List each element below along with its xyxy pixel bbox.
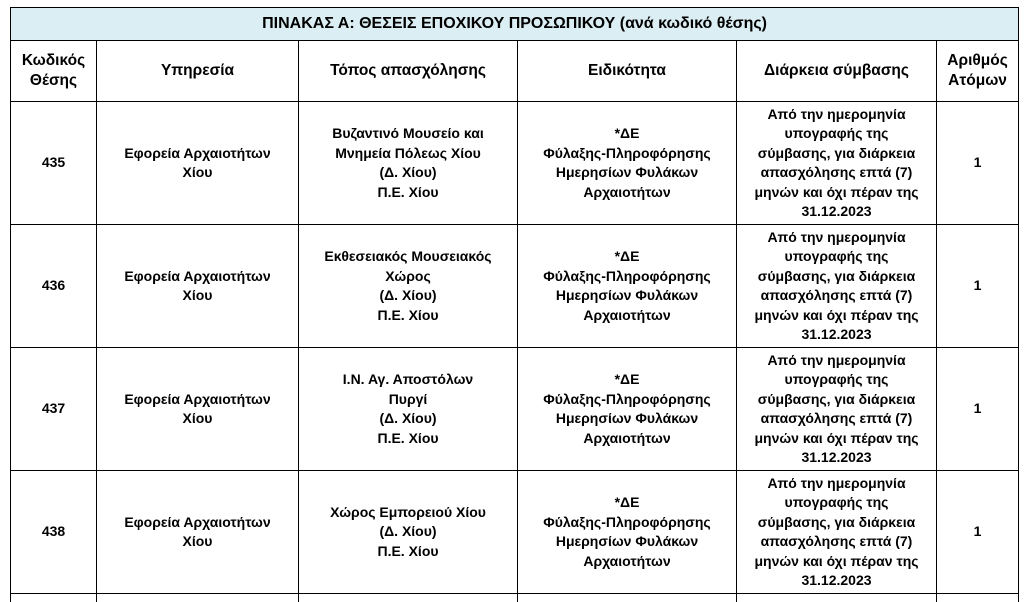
table-row (11, 225, 1019, 348)
cell-line: (Δ. Χίου) (379, 523, 437, 540)
cell-line: Χίου (182, 533, 213, 549)
cell-duration (737, 225, 937, 348)
table-continuation-row (11, 594, 1019, 602)
cell-line: απασχόλησης επτά (7) (760, 533, 913, 549)
empty-cell (737, 594, 937, 602)
cell-line: μηνών και όχι πέραν της (754, 552, 919, 569)
cell-line: Π.Ε. Χίου (377, 542, 439, 559)
cell-line: Φύλαξης-Πληροφόρησης (543, 513, 711, 530)
cell-line: (Δ. Χίου) (379, 287, 437, 303)
header-persons (937, 41, 1019, 102)
cell-line: Φύλαξης-Πληροφόρησης (543, 390, 711, 407)
cell-duration (737, 471, 937, 594)
cell-line: υπογραφής της (784, 371, 889, 387)
cell-position-code: 438 (11, 471, 97, 594)
empty-cell (937, 594, 1019, 602)
cell-line: Εφορεία Αρχαιοτήτων (124, 513, 271, 530)
cell-service (97, 102, 299, 225)
cell-line: Φύλαξης-Πληροφόρησης (543, 267, 711, 284)
cell-line: Χώρος Εμπορειού Χίου (330, 503, 486, 520)
cell-line: Αρχαιοτήτων (583, 306, 671, 323)
cell-line: *ΔΕ (614, 371, 640, 387)
cell-line: Εφορεία Αρχαιοτήτων (124, 144, 271, 161)
cell-specialty (518, 102, 737, 225)
empty-cell (299, 594, 518, 602)
cell-specialty (518, 225, 737, 348)
table-body (11, 102, 1019, 602)
cell-line: Ημερησίων Φυλάκων (555, 533, 699, 549)
cell-line: 31.12.2023 (801, 449, 872, 465)
cell-line: Π.Ε. Χίου (377, 306, 439, 323)
cell-line: υπογραφής της (784, 494, 889, 510)
cell-position-code: 436 (11, 225, 97, 348)
cell-line: Αρχαιοτήτων (583, 552, 671, 569)
header-line: Αριθμός (947, 52, 1008, 69)
cell-line: Μνημεία Πόλεως Χίου (335, 144, 481, 161)
cell-line: Ι.Ν. Αγ. Αποστόλων (342, 371, 474, 387)
cell-line: *ΔΕ (614, 494, 640, 510)
cell-line: απασχόλησης επτά (7) (760, 164, 913, 180)
cell-line: Αρχαιοτήτων (583, 429, 671, 446)
cell-line: Πυργί (388, 390, 428, 407)
header-specialty: Ειδικότητα (518, 41, 737, 102)
cell-service (97, 225, 299, 348)
cell-position-code: 435 (11, 102, 97, 225)
cell-line: Από την ημερομηνία (767, 351, 906, 368)
cell-line: *ΔΕ (614, 248, 640, 264)
cell-position-code: 437 (11, 348, 97, 471)
cell-line: Εφορεία Αρχαιοτήτων (124, 390, 271, 407)
header-position-code (11, 41, 97, 102)
cell-line: (Δ. Χίου) (379, 410, 437, 426)
cell-persons: 1 (937, 348, 1019, 471)
cell-location (299, 225, 518, 348)
header-location: Τόπος απασχόλησης (299, 41, 518, 102)
positions-table (10, 7, 1019, 602)
cell-line: Χίου (182, 164, 213, 180)
cell-line: υπογραφής της (784, 248, 889, 264)
cell-line: Π.Ε. Χίου (377, 183, 439, 200)
cell-line: Αρχαιοτήτων (583, 183, 671, 200)
cell-line: *ΔΕ (614, 125, 640, 141)
cell-line: Από την ημερομηνία (767, 105, 906, 122)
cell-specialty (518, 471, 737, 594)
cell-line: μηνών και όχι πέραν της (754, 306, 919, 323)
table-title: ΠΙΝΑΚΑΣ Α: ΘΕΣΕΙΣ ΕΠΟΧΙΚΟΥ ΠΡΟΣΩΠΙΚΟΥ (ανά κωδικό θέσης) (11, 8, 1019, 41)
cell-line: απασχόλησης επτά (7) (760, 287, 913, 303)
empty-cell (97, 594, 299, 602)
cell-line: σύμβασης, για διάρκεια (757, 390, 916, 407)
cell-line: Π.Ε. Χίου (377, 429, 439, 446)
cell-line: Από την ημερομηνία (767, 474, 906, 491)
cell-line: υπογραφής της (784, 125, 889, 141)
table-row (11, 102, 1019, 225)
cell-line: 31.12.2023 (801, 572, 872, 588)
cell-line: Εκθεσειακός Μουσειακός (324, 248, 492, 264)
cell-line: Εφορεία Αρχαιοτήτων (124, 267, 271, 284)
cell-line: Ημερησίων Φυλάκων (555, 287, 699, 303)
header-duration: Διάρκεια σύμβασης (737, 41, 937, 102)
cell-specialty (518, 348, 737, 471)
cell-persons: 1 (937, 225, 1019, 348)
cell-line: μηνών και όχι πέραν της (754, 429, 919, 446)
table-header-row (11, 41, 1019, 102)
header-line: Θέσης (29, 72, 78, 89)
header-service: Υπηρεσία (97, 41, 299, 102)
cell-line: Ημερησίων Φυλάκων (555, 410, 699, 426)
header-line: Κωδικός (21, 52, 86, 69)
cell-line: Χώρος (385, 267, 431, 284)
cell-location (299, 348, 518, 471)
cell-line: Χίου (182, 287, 213, 303)
cell-line: Από την ημερομηνία (767, 228, 906, 245)
cell-line: 31.12.2023 (801, 203, 872, 219)
cell-location (299, 471, 518, 594)
cell-duration (737, 348, 937, 471)
cell-line: σύμβασης, για διάρκεια (757, 513, 916, 530)
cell-line: σύμβασης, για διάρκεια (757, 144, 916, 161)
cell-line: 31.12.2023 (801, 326, 872, 342)
cell-line: σύμβασης, για διάρκεια (757, 267, 916, 284)
table-row (11, 471, 1019, 594)
table-row (11, 348, 1019, 471)
table-title-row (11, 8, 1019, 41)
header-line: Ατόμων (948, 72, 1007, 89)
cell-service (97, 348, 299, 471)
empty-cell (518, 594, 737, 602)
cell-duration (737, 102, 937, 225)
cell-location (299, 102, 518, 225)
cell-persons: 1 (937, 471, 1019, 594)
cell-persons: 1 (937, 102, 1019, 225)
cell-line: Χίου (182, 410, 213, 426)
cell-line: απασχόλησης επτά (7) (760, 410, 913, 426)
cell-line: μηνών και όχι πέραν της (754, 183, 919, 200)
cell-service (97, 471, 299, 594)
cell-line: (Δ. Χίου) (379, 164, 437, 180)
empty-cell (11, 594, 97, 602)
cell-line: Ημερησίων Φυλάκων (555, 164, 699, 180)
cell-line: Βυζαντινό Μουσείο και (332, 125, 484, 141)
cell-line: Φύλαξης-Πληροφόρησης (543, 144, 711, 161)
